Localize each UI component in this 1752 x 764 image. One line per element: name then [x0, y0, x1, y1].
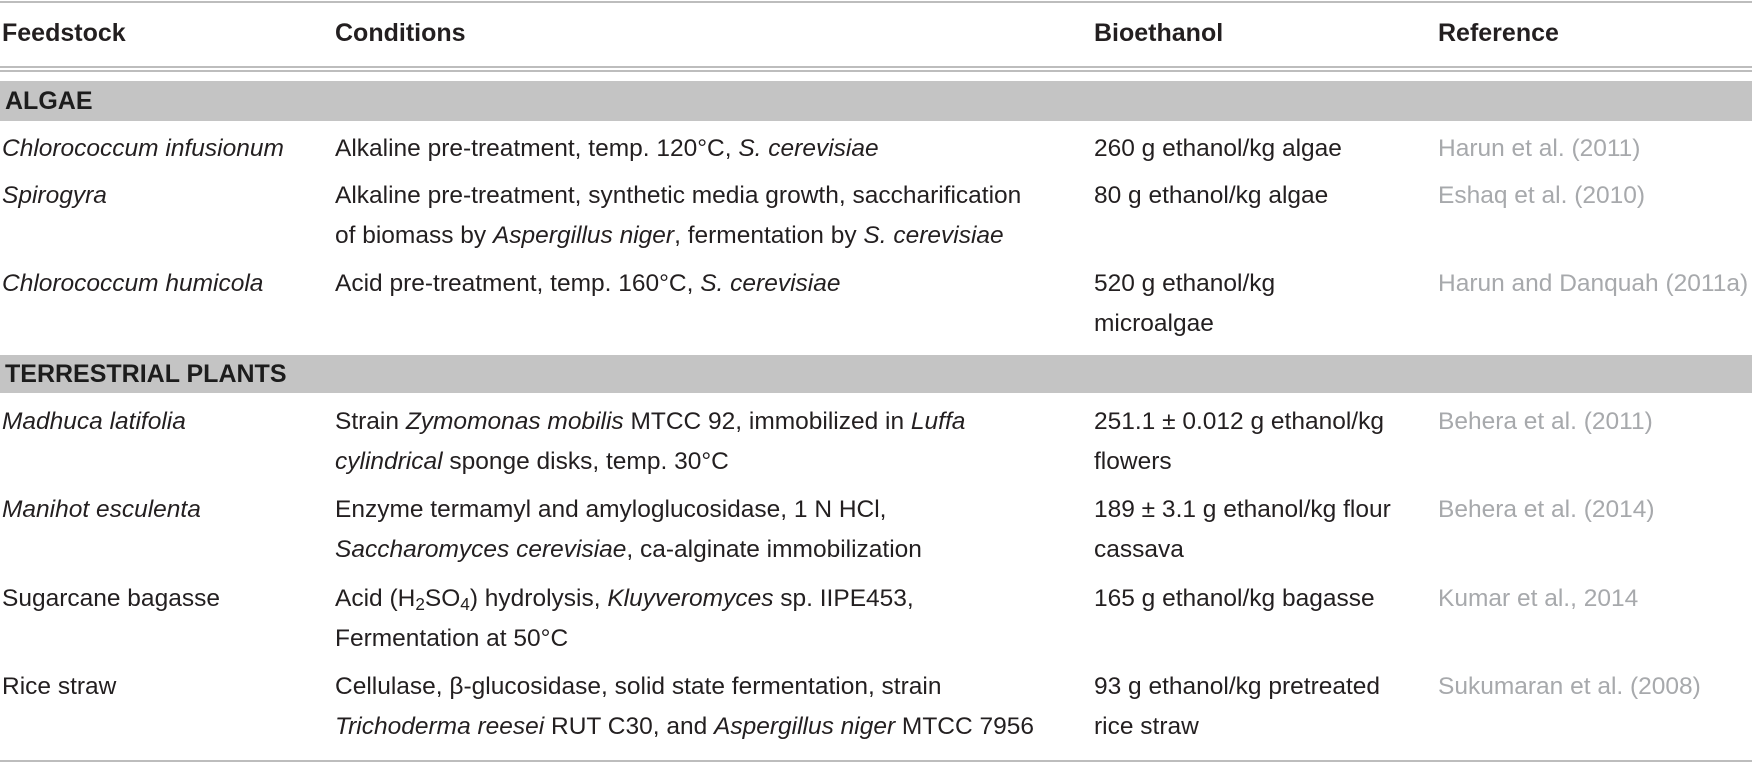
section-band-algae [0, 81, 1752, 121]
conditions-cell: Cellulase, β-glucosidase, solid state fermentation, strain Trichoderma reesei RUT C30, and Aspergillus niger MTCC 7956 [335, 673, 1035, 740]
top-rule [0, 1, 1752, 3]
reference-cell: Behera et al. (2011) [1438, 408, 1653, 435]
conditions-cell: Acid pre-treatment, temp. 160°C, S. cerevisiae [335, 270, 841, 297]
bottom-rule [0, 760, 1752, 762]
header-rule-lower [0, 70, 1752, 72]
conditions-cell: Enzyme termamyl and amyloglucosidase, 1 N HCl, Saccharomyces cerevisiae, ca-alginate immobilization [335, 496, 922, 563]
bioethanol-cell: 520 g ethanol/kg microalgae [1094, 270, 1276, 337]
reference-cell: Harun et al. (2011) [1438, 135, 1641, 162]
header-rule-upper [0, 66, 1752, 68]
conditions-cell: Alkaline pre-treatment, temp. 120°C, S. cerevisiae [335, 135, 879, 162]
bioethanol-cell: 93 g ethanol/kg pretreated rice straw [1094, 673, 1381, 740]
section-label-algae: ALGAE [5, 87, 93, 115]
column-header-conditions: Conditions [335, 19, 466, 47]
column-header-bioethanol: Bioethanol [1094, 19, 1224, 47]
column-header-feedstock: Feedstock [2, 19, 126, 47]
reference-cell: Behera et al. (2014) [1438, 496, 1655, 523]
bioethanol-cell: 165 g ethanol/kg bagasse [1094, 585, 1375, 612]
feedstock-cell: Chlorococcum infusionum [2, 135, 284, 162]
reference-cell: Harun and Danquah (2011a) [1438, 270, 1749, 297]
reference-cell: Eshaq et al. (2010) [1438, 182, 1646, 209]
conditions-cell: Strain Zymomonas mobilis MTCC 92, immobilized in Luffa cylindrical sponge disks, temp. 30°C [335, 408, 966, 475]
reference-cell: Kumar et al., 2014 [1438, 585, 1639, 612]
section-label-terrestrial-plants: TERRESTRIAL PLANTS [5, 360, 287, 388]
column-header-reference: Reference [1438, 19, 1559, 47]
bioethanol-cell: 80 g ethanol/kg algae [1094, 182, 1329, 209]
feedstock-cell: Madhuca latifolia [2, 408, 186, 435]
bioethanol-cell: 251.1 ± 0.012 g ethanol/kg flowers [1094, 408, 1384, 475]
reference-cell: Sukumaran et al. (2008) [1438, 673, 1701, 700]
conditions-cell: Alkaline pre-treatment, synthetic media growth, saccharification of biomass by Aspergillus niger, fermentation by S. cerevisiae [335, 182, 1022, 249]
feedstock-cell: Manihot esculenta [2, 496, 201, 523]
bioethanol-cell: 189 ± 3.1 g ethanol/kg flour cassava [1094, 496, 1391, 563]
bioethanol-cell: 260 g ethanol/kg algae [1094, 135, 1342, 162]
section-band-terrestrial-plants [0, 355, 1752, 393]
conditions-cell: Acid $(H_2SO_4)$ hydrolysis, Kluyveromyces sp. IIPE453, Fermentation at 50°C [335, 585, 914, 652]
feedstock-cell: Spirogyra [2, 182, 107, 209]
feedstock-cell: Rice straw [2, 673, 117, 700]
feedstock-cell: Chlorococcum humicola [2, 270, 264, 297]
feedstock-cell: Sugarcane bagasse [2, 585, 220, 612]
